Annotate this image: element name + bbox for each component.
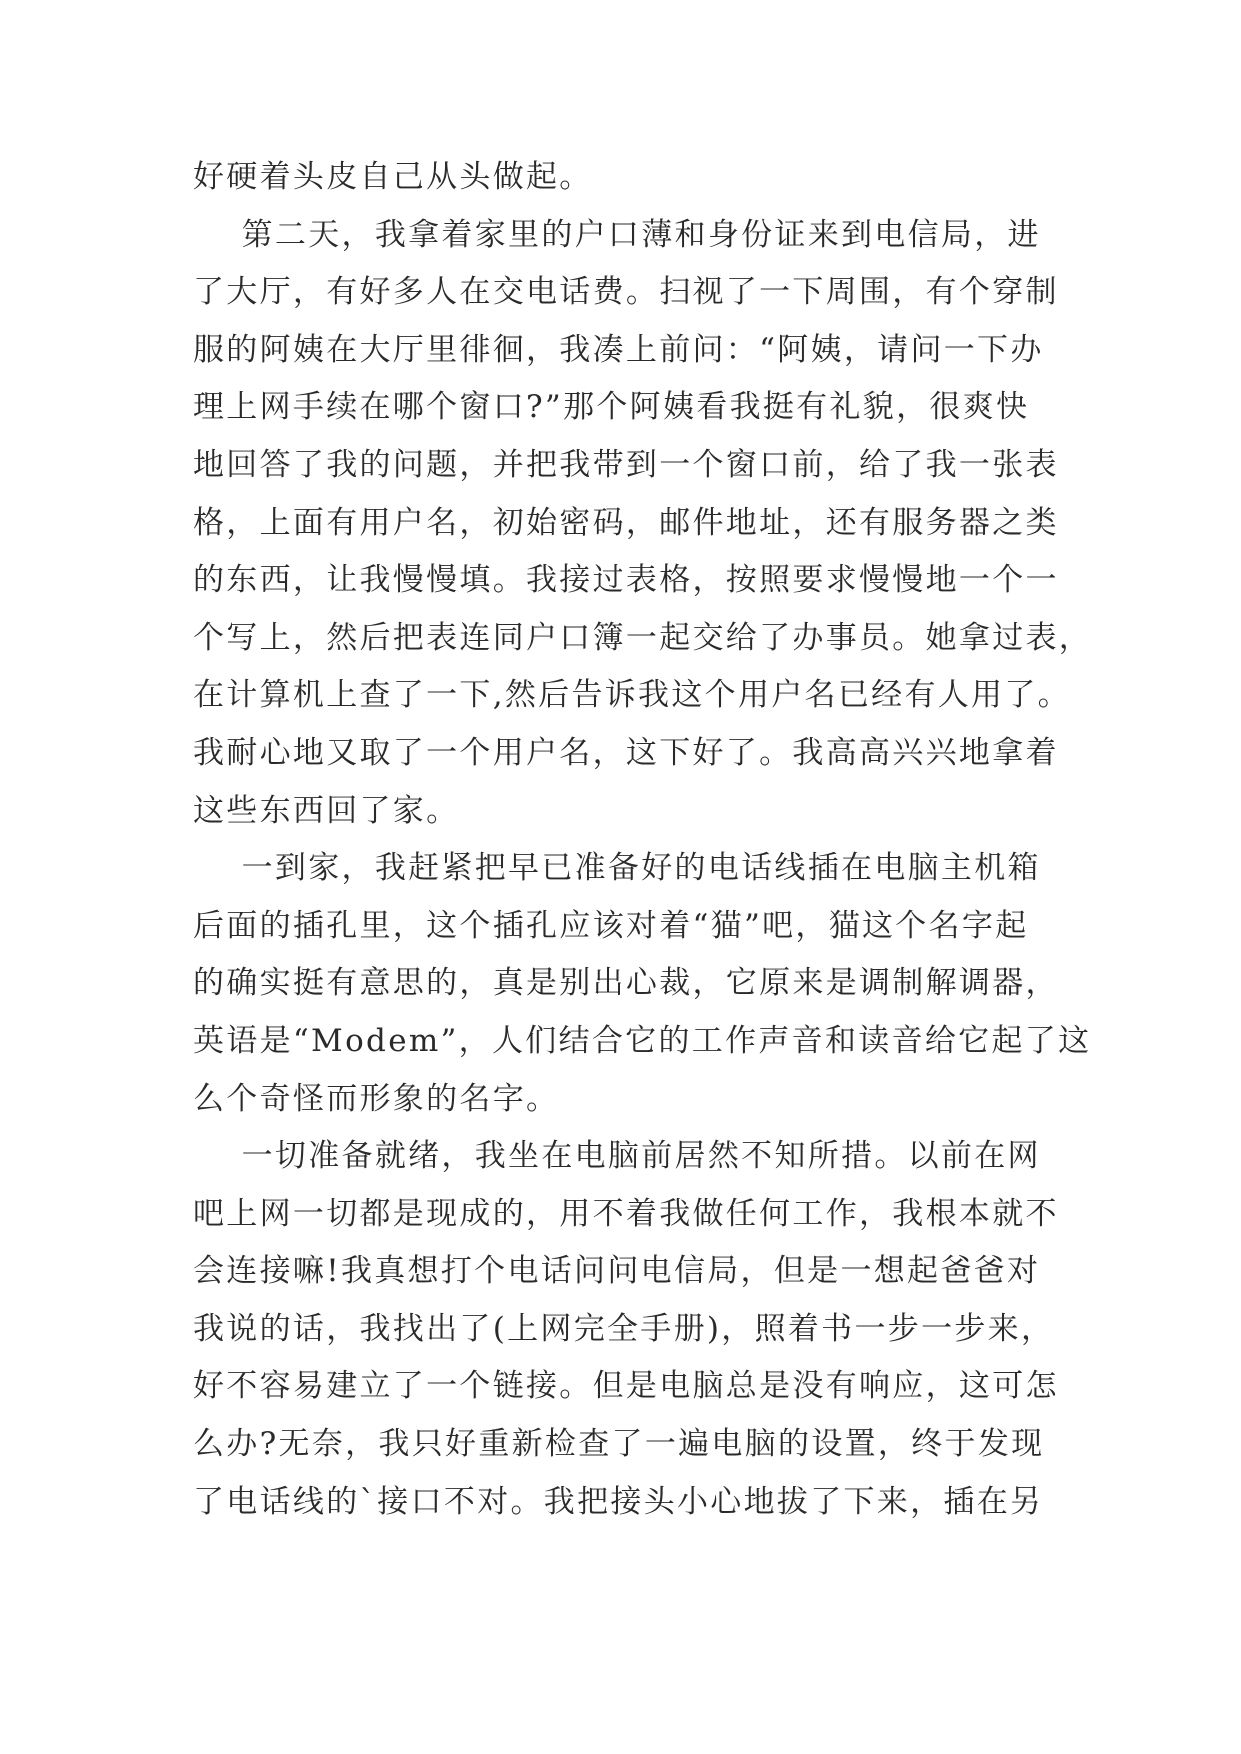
text-line-7: 格，上面有用户名，初始密码，邮件地址，还有服务器之类 (193, 504, 1059, 541)
text-line-17: 么个奇怪而形象的名字。 (193, 1080, 560, 1117)
text-line-11: 我耐心地又取了一个用户名，这下好了。我高高兴兴地拿着 (193, 734, 1059, 771)
text-line-15: 的确实挺有意思的，真是别出心裁，它原来是调制解调器， (193, 965, 1059, 1002)
text-line-9: 个写上，然后把表连同户口簿一起交给了办事员。她拿过表， (193, 619, 1093, 656)
text-line-21: 我说的话，我找出了(上网完全手册)，照着书一步一步来， (193, 1310, 1055, 1347)
text-line-23: 么办?无奈，我只好重新检查了一遍电脑的设置，终于发现 (193, 1426, 1045, 1463)
text-line-6: 地回答了我的问题，并把我带到一个窗口前，给了我一张表 (193, 446, 1059, 483)
text-line-8: 的东西，让我慢慢填。我接过表格，按照要求慢慢地一个一 (193, 562, 1059, 599)
text-line-19: 吧上网一切都是现成的，用不着我做任何工作，我根本就不 (193, 1195, 1059, 1232)
text-line-14: 后面的插孔里，这个插孔应该对着“猫”吧，猫这个名字起 (193, 907, 1029, 944)
text-line-10: 在计算机上查了一下,然后告诉我这个用户名已经有人用了。 (193, 677, 1071, 714)
text-line-1: 好硬着头皮自己从头做起。 (193, 159, 593, 195)
text-line-3: 了大厅，有好多人在交电话费。扫视了一下周围，有个穿制 (193, 274, 1059, 311)
text-line-4: 服的阿姨在大厅里徘徊，我凑上前问：“阿姨，请问一下办 (193, 331, 1044, 368)
text-line-2: 第二天，我拿着家里的户口薄和身份证来到电信局，进 (193, 216, 1041, 253)
text-line-13: 一到家，我赶紧把早已准备好的电话线插在电脑主机箱 (193, 850, 1041, 887)
body-text (193, 149, 1093, 1531)
text-line-24: 了电话线的`接口不对。我把接头小心地拔了下来，插在另 (193, 1483, 1044, 1520)
text-line-12: 这些东西回了家。 (193, 792, 460, 829)
text-line-16: 英语是“Modem”，人们结合它的工作声音和读音给它起了这 (193, 1022, 1092, 1059)
text-line-5: 理上网手续在哪个窗口?”那个阿姨看我挺有礼貌，很爽快 (193, 389, 1030, 426)
text-line-18: 一切准备就绪，我坐在电脑前居然不知所措。以前在网 (193, 1138, 1041, 1175)
text-line-20: 会连接嘛!我真想打个电话问问电信局，但是一想起爸爸对 (193, 1253, 1041, 1290)
text-line-22: 好不容易建立了一个链接。但是电脑总是没有响应，这可怎 (193, 1368, 1059, 1405)
